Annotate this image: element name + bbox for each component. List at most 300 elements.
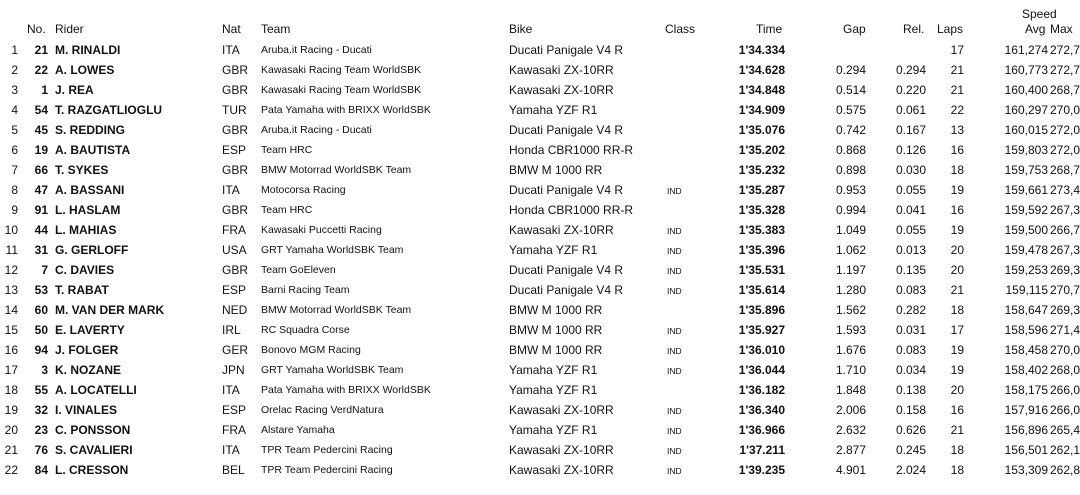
bike-cell: Yamaha YZF R1 [509, 103, 598, 117]
position-cell: 15 [4, 323, 18, 337]
laps-cell: 19 [950, 183, 964, 197]
avg-speed-cell: 156,501 [1004, 443, 1048, 457]
avg-speed-cell: 160,015 [1004, 123, 1048, 137]
bike-cell: Kawasaki ZX-10RR [509, 223, 614, 237]
rider-name-cell: S. CAVALIERI [55, 443, 133, 457]
max-speed-cell: 270,0 [1050, 343, 1080, 357]
relative-gap-cell: 0.055 [895, 183, 926, 197]
max-speed-cell: 262,8 [1050, 463, 1080, 477]
rider-number-cell: 7 [41, 263, 48, 277]
rider-name-cell: E. LAVERTY [55, 323, 125, 337]
max-speed-cell: 270,0 [1050, 103, 1080, 117]
team-cell: Aruba.it Racing - Ducati [261, 44, 372, 56]
max-speed-cell: 272,7 [1050, 63, 1080, 77]
gap-cell: 1.848 [835, 383, 866, 397]
team-cell: Alstare Yamaha [261, 424, 335, 436]
relative-gap-cell: 0.220 [895, 83, 926, 97]
rider-name-cell: T. SYKES [55, 163, 109, 177]
relative-gap-cell: 0.083 [895, 283, 926, 297]
laps-cell: 21 [950, 83, 964, 97]
table-row [0, 221, 1080, 241]
team-cell: RC Squadra Corse [261, 324, 350, 336]
relative-gap-cell: 0.245 [895, 443, 926, 457]
lap-time-cell: 1'36.044 [738, 363, 785, 377]
relative-gap-cell: 0.282 [895, 303, 926, 317]
table-row [0, 181, 1080, 201]
gap-cell: 1.710 [835, 363, 866, 377]
bike-cell: BMW M 1000 RR [509, 343, 603, 357]
nationality-cell: GBR [222, 63, 249, 77]
max-speed-cell: 269,3 [1050, 303, 1080, 317]
position-cell: 7 [11, 163, 18, 177]
table-row [0, 301, 1080, 321]
header-bike: Bike [509, 22, 533, 36]
table-row [0, 381, 1080, 401]
lap-time-cell: 1'36.966 [738, 423, 785, 437]
rider-name-cell: G. GERLOFF [55, 243, 129, 257]
header-rel: Rel. [903, 22, 925, 36]
team-cell: GRT Yamaha WorldSBK Team [261, 364, 404, 376]
nationality-cell: GBR [222, 123, 249, 137]
team-cell: Team GoEleven [261, 264, 336, 276]
avg-speed-cell: 159,753 [1004, 163, 1048, 177]
nationality-cell: ESP [222, 143, 247, 157]
laps-cell: 22 [950, 103, 964, 117]
header-rider: Rider [55, 22, 84, 36]
bike-cell: BMW M 1000 RR [509, 323, 603, 337]
nationality-cell: GBR [222, 163, 249, 177]
table-row [0, 361, 1080, 381]
rider-number-cell: 45 [34, 123, 48, 137]
lap-time-cell: 1'35.202 [738, 143, 785, 157]
lap-time-cell: 1'34.909 [738, 103, 785, 117]
class-cell: IND [667, 346, 682, 356]
position-cell: 2 [11, 63, 18, 77]
bike-cell: Kawasaki ZX-10RR [509, 63, 614, 77]
gap-cell: 1.062 [835, 243, 866, 257]
bike-cell: Kawasaki ZX-10RR [509, 443, 614, 457]
nationality-cell: ITA [222, 383, 240, 397]
rider-number-cell: 91 [34, 203, 48, 217]
team-cell: TPR Team Pedercini Racing [261, 464, 393, 476]
laps-cell: 19 [950, 363, 964, 377]
lap-time-cell: 1'34.334 [738, 43, 785, 57]
position-cell: 10 [4, 223, 18, 237]
laps-cell: 20 [950, 243, 964, 257]
position-cell: 19 [4, 403, 18, 417]
max-speed-cell: 266,0 [1050, 383, 1080, 397]
nationality-cell: ITA [222, 443, 240, 457]
rider-name-cell: I. VINALES [55, 403, 118, 417]
avg-speed-cell: 159,115 [1005, 283, 1048, 297]
max-speed-cell: 273,4 [1050, 183, 1080, 197]
relative-gap-cell: 0.126 [895, 143, 926, 157]
rider-number-cell: 19 [34, 143, 48, 157]
team-cell: Orelac Racing VerdNatura [261, 404, 384, 416]
nationality-cell: ESP [222, 283, 247, 297]
avg-speed-cell: 159,661 [1004, 183, 1048, 197]
max-speed-cell: 270,7 [1050, 283, 1080, 297]
laps-cell: 21 [950, 283, 964, 297]
avg-speed-cell: 158,175 [1004, 383, 1048, 397]
nationality-cell: GBR [222, 83, 249, 97]
header-time: Time [756, 22, 783, 36]
rider-number-cell: 31 [34, 243, 48, 257]
lap-time-cell: 1'35.927 [738, 323, 785, 337]
rider-name-cell: C. DAVIES [55, 263, 115, 277]
relative-gap-cell: 0.294 [895, 63, 926, 77]
gap-cell: 1.593 [835, 323, 866, 337]
position-cell: 22 [4, 463, 18, 477]
team-cell: Pata Yamaha with BRIXX WorldSBK [261, 384, 431, 396]
nationality-cell: ESP [222, 403, 247, 417]
laps-cell: 18 [950, 163, 964, 177]
relative-gap-cell: 0.135 [895, 263, 926, 277]
nationality-cell: IRL [222, 323, 241, 337]
relative-gap-cell: 0.061 [895, 103, 926, 117]
relative-gap-cell: 0.013 [895, 243, 926, 257]
lap-time-cell: 1'36.340 [738, 403, 785, 417]
max-speed-cell: 268,7 [1050, 83, 1080, 97]
team-cell: Kawasaki Racing Team WorldSBK [261, 64, 422, 76]
max-speed-cell: 266,7 [1050, 223, 1080, 237]
lap-time-cell: 1'35.614 [738, 283, 785, 297]
relative-gap-cell: 0.158 [895, 403, 926, 417]
rider-number-cell: 23 [34, 423, 48, 437]
lap-time-cell: 1'37.211 [739, 443, 785, 457]
nationality-cell: GBR [222, 203, 249, 217]
avg-speed-cell: 156,896 [1004, 423, 1048, 437]
avg-speed-cell: 159,500 [1004, 223, 1048, 237]
max-speed-cell: 272,0 [1050, 123, 1080, 137]
gap-cell: 0.742 [835, 123, 866, 137]
lap-time-cell: 1'35.383 [738, 223, 785, 237]
lap-time-cell: 1'39.235 [738, 463, 785, 477]
bike-cell: Ducati Panigale V4 R [509, 123, 624, 137]
nationality-cell: GER [222, 343, 249, 357]
position-cell: 4 [11, 103, 18, 117]
relative-gap-cell: 0.138 [895, 383, 926, 397]
max-speed-cell: 269,3 [1050, 263, 1080, 277]
class-cell: IND [667, 286, 682, 296]
team-cell: Kawasaki Racing Team WorldSBK [261, 84, 422, 96]
class-cell: IND [667, 266, 682, 276]
max-speed-cell: 267,3 [1050, 243, 1080, 257]
rider-number-cell: 32 [34, 403, 48, 417]
table-row [0, 461, 1080, 481]
gap-cell: 4.901 [835, 463, 866, 477]
header-gap: Gap [843, 22, 866, 36]
rider-number-cell: 21 [34, 43, 48, 57]
avg-speed-cell: 153,309 [1004, 463, 1048, 477]
team-cell: Team HRC [261, 204, 313, 216]
gap-cell: 0.868 [835, 143, 866, 157]
rider-number-cell: 94 [34, 343, 48, 357]
rider-number-cell: 66 [34, 163, 48, 177]
nationality-cell: FRA [222, 223, 246, 237]
table-row [0, 321, 1080, 341]
bike-cell: Kawasaki ZX-10RR [509, 403, 614, 417]
avg-speed-cell: 159,478 [1004, 243, 1048, 257]
avg-speed-cell: 158,647 [1004, 303, 1048, 317]
rider-name-cell: A. BAUTISTA [55, 143, 131, 157]
avg-speed-cell: 159,803 [1004, 143, 1048, 157]
table-row [0, 241, 1080, 261]
avg-speed-cell: 158,596 [1004, 323, 1048, 337]
team-cell: Motocorsa Racing [261, 184, 346, 196]
rider-number-cell: 22 [34, 63, 48, 77]
rider-name-cell: C. PONSSON [55, 423, 131, 437]
gap-cell: 1.562 [835, 303, 866, 317]
laps-cell: 19 [950, 223, 964, 237]
laps-cell: 18 [950, 463, 964, 477]
class-cell: IND [667, 326, 682, 336]
rider-name-cell: T. RAZGATLIOGLU [55, 103, 163, 117]
rider-name-cell: M. VAN DER MARK [55, 303, 165, 317]
avg-speed-cell: 158,458 [1004, 343, 1048, 357]
position-cell: 8 [11, 183, 18, 197]
laps-cell: 16 [950, 403, 964, 417]
rider-number-cell: 54 [34, 103, 48, 117]
gap-cell: 0.994 [835, 203, 866, 217]
avg-speed-cell: 161,274 [1004, 43, 1048, 57]
header-avg: Avg [1025, 22, 1046, 36]
table-row [0, 341, 1080, 361]
laps-cell: 18 [950, 443, 964, 457]
bike-cell: Ducati Panigale V4 R [509, 283, 624, 297]
max-speed-cell: 266,0 [1050, 403, 1080, 417]
bike-cell: Honda CBR1000 RR-R [509, 143, 634, 157]
class-cell: IND [667, 366, 682, 376]
rider-number-cell: 3 [41, 363, 48, 377]
class-cell: IND [667, 226, 682, 236]
laps-cell: 18 [950, 303, 964, 317]
lap-time-cell: 1'35.232 [738, 163, 785, 177]
position-cell: 20 [4, 423, 18, 437]
nationality-cell: ITA [222, 183, 240, 197]
rider-number-cell: 47 [34, 183, 48, 197]
avg-speed-cell: 158,402 [1004, 363, 1048, 377]
team-cell: BMW Motorrad WorldSBK Team [261, 164, 412, 176]
rider-number-cell: 60 [34, 303, 48, 317]
bike-cell: Yamaha YZF R1 [509, 383, 598, 397]
position-cell: 21 [4, 443, 18, 457]
header-class: Class [665, 22, 696, 36]
rider-name-cell: A. LOCATELLI [55, 383, 137, 397]
team-cell: Kawasaki Puccetti Racing [261, 224, 382, 236]
rider-name-cell: L. HASLAM [55, 203, 121, 217]
gap-cell: 2.632 [835, 423, 866, 437]
team-cell: Aruba.it Racing - Ducati [261, 124, 372, 136]
bike-cell: Yamaha YZF R1 [509, 363, 598, 377]
relative-gap-cell: 0.626 [895, 423, 926, 437]
table-row [0, 101, 1080, 121]
laps-cell: 16 [950, 203, 964, 217]
position-cell: 1 [11, 43, 18, 57]
lap-time-cell: 1'35.287 [738, 183, 785, 197]
class-cell: IND [667, 406, 682, 416]
lap-time-cell: 1'36.182 [738, 383, 785, 397]
header-team: Team [261, 22, 291, 36]
team-cell: Bonovo MGM Racing [261, 344, 361, 356]
table-row [0, 421, 1080, 441]
bike-cell: Honda CBR1000 RR-R [509, 203, 634, 217]
avg-speed-cell: 159,592 [1004, 203, 1048, 217]
rider-name-cell: J. REA [55, 83, 94, 97]
gap-cell: 0.294 [835, 63, 866, 77]
max-speed-cell: 265,4 [1050, 423, 1080, 437]
max-speed-cell: 262,1 [1050, 443, 1080, 457]
gap-cell: 2.877 [835, 443, 866, 457]
team-cell: GRT Yamaha WorldSBK Team [261, 244, 404, 256]
gap-cell: 0.953 [835, 183, 866, 197]
lap-time-cell: 1'35.076 [738, 123, 785, 137]
laps-cell: 20 [950, 263, 964, 277]
gap-cell: 1.676 [835, 343, 866, 357]
position-cell: 17 [4, 363, 18, 377]
bike-cell: BMW M 1000 RR [509, 303, 603, 317]
table-row [0, 141, 1080, 161]
gap-cell: 0.514 [835, 83, 866, 97]
table-row [0, 281, 1080, 301]
relative-gap-cell: 0.031 [895, 323, 926, 337]
gap-cell: 1.049 [835, 223, 866, 237]
bike-cell: Ducati Panigale V4 R [509, 183, 624, 197]
team-cell: TPR Team Pedercini Racing [261, 444, 393, 456]
rider-name-cell: J. FOLGER [55, 343, 119, 357]
relative-gap-cell: 0.167 [895, 123, 926, 137]
max-speed-cell: 272,7 [1050, 43, 1080, 57]
lap-time-cell: 1'35.531 [738, 263, 785, 277]
table-row [0, 161, 1080, 181]
class-cell: IND [667, 446, 682, 456]
rider-number-cell: 1 [41, 83, 48, 97]
relative-gap-cell: 0.030 [895, 163, 926, 177]
position-cell: 6 [11, 143, 18, 157]
laps-cell: 16 [950, 143, 964, 157]
table-row [0, 41, 1080, 61]
rider-name-cell: A. LOWES [55, 63, 115, 77]
relative-gap-cell: 2.024 [895, 463, 926, 477]
header-no: No. [27, 22, 46, 36]
table-row [0, 201, 1080, 221]
bike-cell: Kawasaki ZX-10RR [509, 83, 614, 97]
gap-cell: 0.575 [835, 103, 866, 117]
position-cell: 14 [4, 303, 18, 317]
speed-group-label: Speed [1022, 7, 1057, 21]
laps-cell: 21 [950, 423, 964, 437]
laps-cell: 20 [950, 383, 964, 397]
position-cell: 9 [11, 203, 18, 217]
position-cell: 5 [11, 123, 18, 137]
rider-name-cell: T. RABAT [55, 283, 109, 297]
class-cell: IND [667, 426, 682, 436]
nationality-cell: ITA [222, 43, 240, 57]
table-row [0, 81, 1080, 101]
rider-name-cell: A. BASSANI [55, 183, 125, 197]
rider-number-cell: 84 [34, 463, 48, 477]
class-cell: IND [667, 466, 682, 476]
bike-cell: BMW M 1000 RR [509, 163, 603, 177]
laps-cell: 19 [950, 343, 964, 357]
lap-time-cell: 1'35.396 [738, 243, 785, 257]
header-nat: Nat [222, 22, 241, 36]
bike-cell: Ducati Panigale V4 R [509, 43, 624, 57]
relative-gap-cell: 0.041 [895, 203, 926, 217]
position-cell: 3 [11, 83, 18, 97]
class-cell: IND [667, 186, 682, 196]
position-cell: 12 [4, 263, 18, 277]
max-speed-cell: 267,3 [1050, 203, 1080, 217]
bike-cell: Yamaha YZF R1 [509, 423, 598, 437]
team-cell: Team HRC [261, 144, 313, 156]
rider-name-cell: L. CRESSON [55, 463, 129, 477]
rider-number-cell: 76 [34, 443, 48, 457]
table-row [0, 441, 1080, 461]
max-speed-cell: 268,7 [1050, 163, 1080, 177]
rider-number-cell: 53 [34, 283, 48, 297]
avg-speed-cell: 160,400 [1004, 83, 1048, 97]
relative-gap-cell: 0.034 [895, 363, 926, 377]
header-laps: Laps [937, 22, 964, 36]
max-speed-cell: 268,0 [1050, 363, 1080, 377]
table-row [0, 261, 1080, 281]
table-row [0, 401, 1080, 421]
rider-name-cell: K. NOZANE [55, 363, 121, 377]
rider-name-cell: L. MAHIAS [55, 223, 117, 237]
position-cell: 11 [5, 243, 18, 257]
lap-time-cell: 1'36.010 [738, 343, 785, 357]
bike-cell: Ducati Panigale V4 R [509, 263, 624, 277]
lap-time-cell: 1'34.628 [738, 63, 785, 77]
rider-name-cell: S. REDDING [55, 123, 126, 137]
lap-time-cell: 1'34.848 [738, 83, 785, 97]
rider-name-cell: M. RINALDI [55, 43, 121, 57]
bike-cell: Yamaha YZF R1 [509, 243, 598, 257]
nationality-cell: GBR [222, 263, 249, 277]
gap-cell: 1.197 [835, 263, 866, 277]
gap-cell: 2.006 [835, 403, 866, 417]
column-header-row [0, 22, 1080, 38]
laps-cell: 13 [950, 123, 964, 137]
position-cell: 18 [4, 383, 18, 397]
rider-number-cell: 55 [34, 383, 48, 397]
nationality-cell: NED [222, 303, 248, 317]
table-row [0, 121, 1080, 141]
nationality-cell: USA [222, 243, 247, 257]
lap-time-cell: 1'35.328 [738, 203, 785, 217]
avg-speed-cell: 160,773 [1004, 63, 1048, 77]
rider-number-cell: 44 [34, 223, 48, 237]
gap-cell: 1.280 [835, 283, 866, 297]
nationality-cell: TUR [222, 103, 247, 117]
nationality-cell: JPN [222, 363, 245, 377]
rider-number-cell: 50 [34, 323, 48, 337]
avg-speed-cell: 159,253 [1004, 263, 1048, 277]
gap-cell: 0.898 [835, 163, 866, 177]
avg-speed-cell: 160,297 [1004, 103, 1048, 117]
max-speed-cell: 272,0 [1050, 143, 1080, 157]
relative-gap-cell: 0.055 [895, 223, 926, 237]
team-cell: Barni Racing Team [261, 284, 350, 296]
avg-speed-cell: 157,916 [1004, 403, 1048, 417]
position-cell: 13 [4, 283, 18, 297]
class-cell: IND [667, 246, 682, 256]
laps-cell: 21 [950, 63, 964, 77]
nationality-cell: FRA [222, 423, 246, 437]
lap-time-cell: 1'35.896 [738, 303, 785, 317]
results-table-body [0, 41, 1080, 481]
